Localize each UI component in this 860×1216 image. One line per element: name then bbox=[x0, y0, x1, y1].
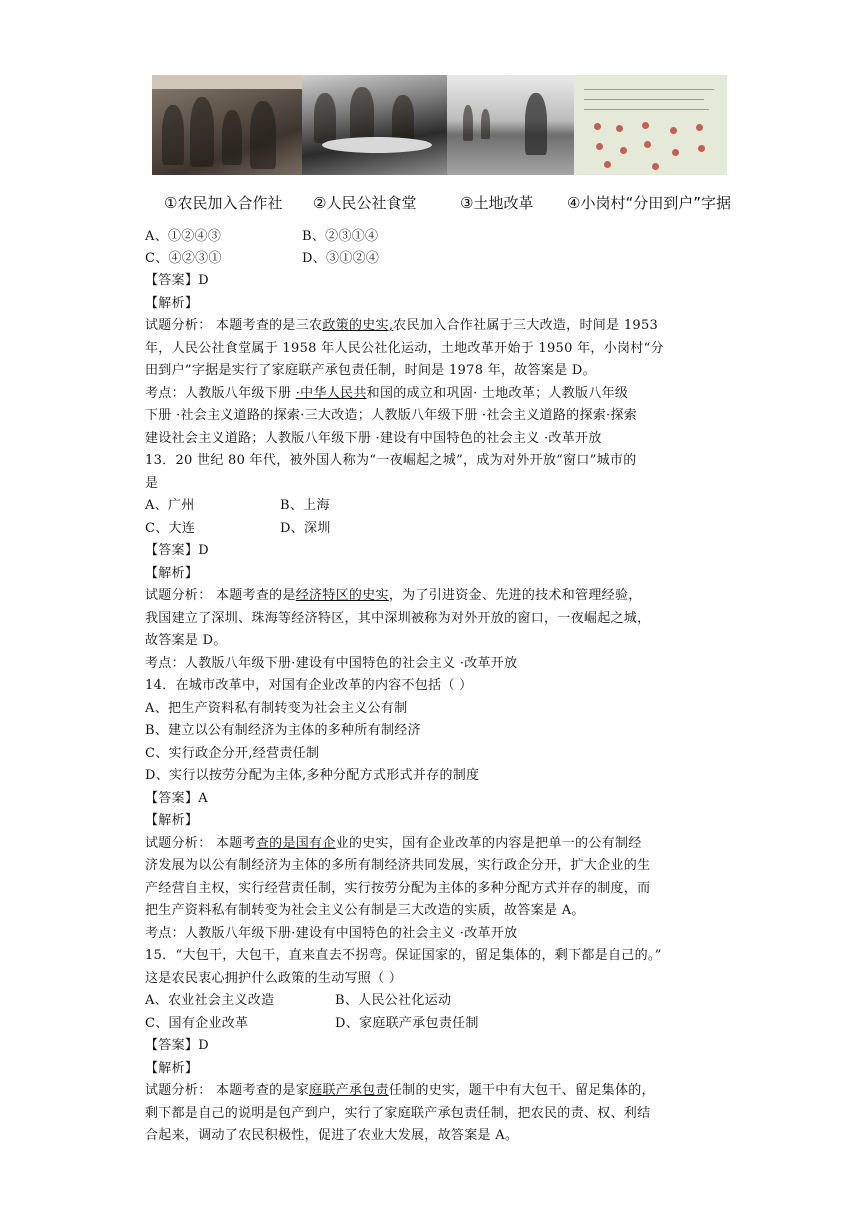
history-photo-strip bbox=[152, 75, 727, 175]
q12-analysis-line1 bbox=[145, 315, 658, 338]
q15-option-b: B、人民公社化运动 bbox=[335, 993, 452, 1008]
q13-option-a: A、广州 bbox=[145, 498, 195, 513]
q12-option-d: D、③①②④ bbox=[302, 251, 380, 266]
q12-option-a: A、①②④③ bbox=[145, 229, 222, 244]
q13-analysis-line1 bbox=[145, 585, 642, 608]
q13-analysis-line2: 我国建立了深圳、珠海等经济特区，其中深圳被称为对外开放的窗口，一夜崛起之城， bbox=[145, 611, 651, 626]
q14-analysis-line4: 把生产资料私有制转变为社会主义公有制是三大改造的实质，故答案是 A。 bbox=[145, 903, 585, 918]
underlined-text: 经济特区的史实 bbox=[295, 588, 389, 603]
q13-analysis-line3: 故答案是 D。 bbox=[145, 633, 227, 648]
photo-captions bbox=[0, 192, 860, 216]
q15-analysis-line2: 剩下都是自己的说明是包产到户，实行了家庭联产承包责任制，把农民的责、权、利结 bbox=[145, 1106, 651, 1121]
q14-analysis-line1 bbox=[145, 833, 642, 856]
caption-2: ②人民公社食堂 bbox=[313, 194, 417, 212]
text: 农民加入合作社属于三大改造，时间是 1953 bbox=[393, 318, 659, 333]
q12-option-c: C、④②③① bbox=[145, 251, 222, 266]
text: 考点：人教版八年级下册 bbox=[145, 386, 296, 401]
q15-analysis-label: 【解析】 bbox=[145, 1061, 199, 1076]
underlined-text: 政策的史实, bbox=[322, 318, 394, 333]
q14-knowledge: 考点：人教版八年级下册·建设有中国特色的社会主义 ·改革开放 bbox=[145, 926, 518, 941]
caption-3: ③土地改革 bbox=[460, 194, 534, 212]
text: 任制的史实，题干中有大包干、留足集体的， bbox=[388, 1083, 655, 1098]
q12-options-row1 bbox=[145, 226, 379, 249]
text: 试题分析： 本题考查的是家 bbox=[145, 1083, 310, 1098]
q12-analysis-line3: 田到户”字据是实行了家庭联产承包责任制，时间是 1978 年，故答案是 D。 bbox=[145, 363, 596, 378]
q15-analysis-line3: 合起来，调动了农民积极性，促进了农业大发展，故答案是 A。 bbox=[145, 1128, 519, 1143]
q14-option-b: B、建立以公有制经济为主体的多种所有制经济 bbox=[145, 723, 421, 738]
q13-answer: 【答案】D bbox=[145, 543, 209, 558]
q13-option-b: B、上海 bbox=[280, 498, 330, 513]
q13-options-row1 bbox=[145, 495, 330, 518]
text: 业的史实，国有企业改革的内容是把单一的公有制经 bbox=[335, 836, 642, 851]
photo-commune-canteen bbox=[302, 75, 447, 175]
q14-option-a: A、把生产资料私有制转变为社会主义公有制 bbox=[145, 701, 408, 716]
q15-options-row1 bbox=[145, 990, 452, 1013]
q14-option-d: D、实行以按劳分配为主体,多种分配方式形式并存的制度 bbox=[145, 768, 480, 783]
q13-stem-line1: 13．20 世纪 80 年代，被外国人称为“一夜崛起之城”，成为对外开放“窗口”城市的 bbox=[145, 453, 637, 468]
underlined-text: 庭联产承包责 bbox=[309, 1083, 389, 1098]
q14-option-c: C、实行政企分开,经营责任制 bbox=[145, 746, 320, 761]
q14-analysis-label: 【解析】 bbox=[145, 813, 199, 828]
q15-option-c: C、国有企业改革 bbox=[145, 1016, 249, 1031]
q12-answer: 【答案】D bbox=[145, 273, 209, 288]
q13-option-c: C、大连 bbox=[145, 521, 196, 536]
q15-stem-line1: 15．“大包干，大包干，直来直去不拐弯。保证国家的，留足集体的，剩下都是自己的。” bbox=[145, 948, 662, 963]
q12-knowledge-line1 bbox=[145, 383, 628, 406]
caption-1: ①农民加入合作社 bbox=[164, 194, 283, 212]
photo-land-reform bbox=[447, 75, 574, 175]
text: 试题分析： 本题考查的是三农 bbox=[145, 318, 323, 333]
q15-options-row2 bbox=[145, 1013, 479, 1036]
q12-knowledge-line2: 下册 ·社会主义道路的探索·三大改造；人教版八年级下册 ·社会主义道路的探索·探索 bbox=[145, 408, 638, 423]
q14-stem: 14．在城市改革中，对国有企业改革的内容不包括（ ） bbox=[145, 678, 473, 693]
photo-farmers-cooperative bbox=[152, 75, 302, 175]
q12-analysis-label: 【解析】 bbox=[145, 296, 199, 311]
text: 试题分析： 本题考 bbox=[145, 836, 256, 851]
q13-stem-line2: 是 bbox=[145, 476, 159, 491]
photo-xiaogang-contract bbox=[574, 75, 727, 175]
text: 试题分析： 本题考查的是 bbox=[145, 588, 296, 603]
q14-analysis-line3: 产经营自主权，实行经营责任制，实行按劳分配为主体的多种分配方式并存的制度，而 bbox=[145, 881, 651, 896]
underlined-text: ·中华人民共 bbox=[295, 386, 367, 401]
caption-4: ④小岗村“分田到户”字据 bbox=[567, 194, 731, 212]
q12-knowledge-line3: 建设社会主义道路；人教版八年级下册 ·建设有中国特色的社会主义 ·改革开放 bbox=[145, 431, 602, 446]
q13-analysis-label: 【解析】 bbox=[145, 566, 199, 581]
text: 和国的成立和巩固· 土地改革；人教版八年级 bbox=[366, 386, 629, 401]
q15-answer: 【答案】D bbox=[145, 1038, 209, 1053]
underlined-text: 查的是国有企 bbox=[255, 836, 336, 851]
q14-answer: 【答案】A bbox=[145, 791, 208, 806]
q12-option-b: B、②③①④ bbox=[302, 229, 379, 244]
q13-knowledge: 考点：人教版八年级下册·建设有中国特色的社会主义 ·改革开放 bbox=[145, 656, 518, 671]
q12-options-row2 bbox=[145, 248, 380, 271]
q15-analysis-line1 bbox=[145, 1080, 655, 1103]
q15-option-d: D、家庭联产承包责任制 bbox=[335, 1016, 479, 1031]
q13-options-row2 bbox=[145, 518, 331, 541]
q15-option-a: A、农业社会主义改造 bbox=[145, 993, 275, 1008]
q15-stem-line2: 这是农民衷心拥护什么政策的生动写照（ ） bbox=[145, 971, 403, 986]
text: ，为了引进资金、先进的技术和管理经验， bbox=[388, 588, 642, 603]
q14-analysis-line2: 济发展为以公有制经济为主体的多所有制经济共同发展，实行政企分开，扩大企业的生 bbox=[145, 858, 651, 873]
q13-option-d: D、深圳 bbox=[280, 521, 331, 536]
q12-analysis-line2: 年，人民公社食堂属于 1958 年人民公社化运动，土地改革开始于 1950 年，小岗村“分 bbox=[145, 341, 664, 356]
